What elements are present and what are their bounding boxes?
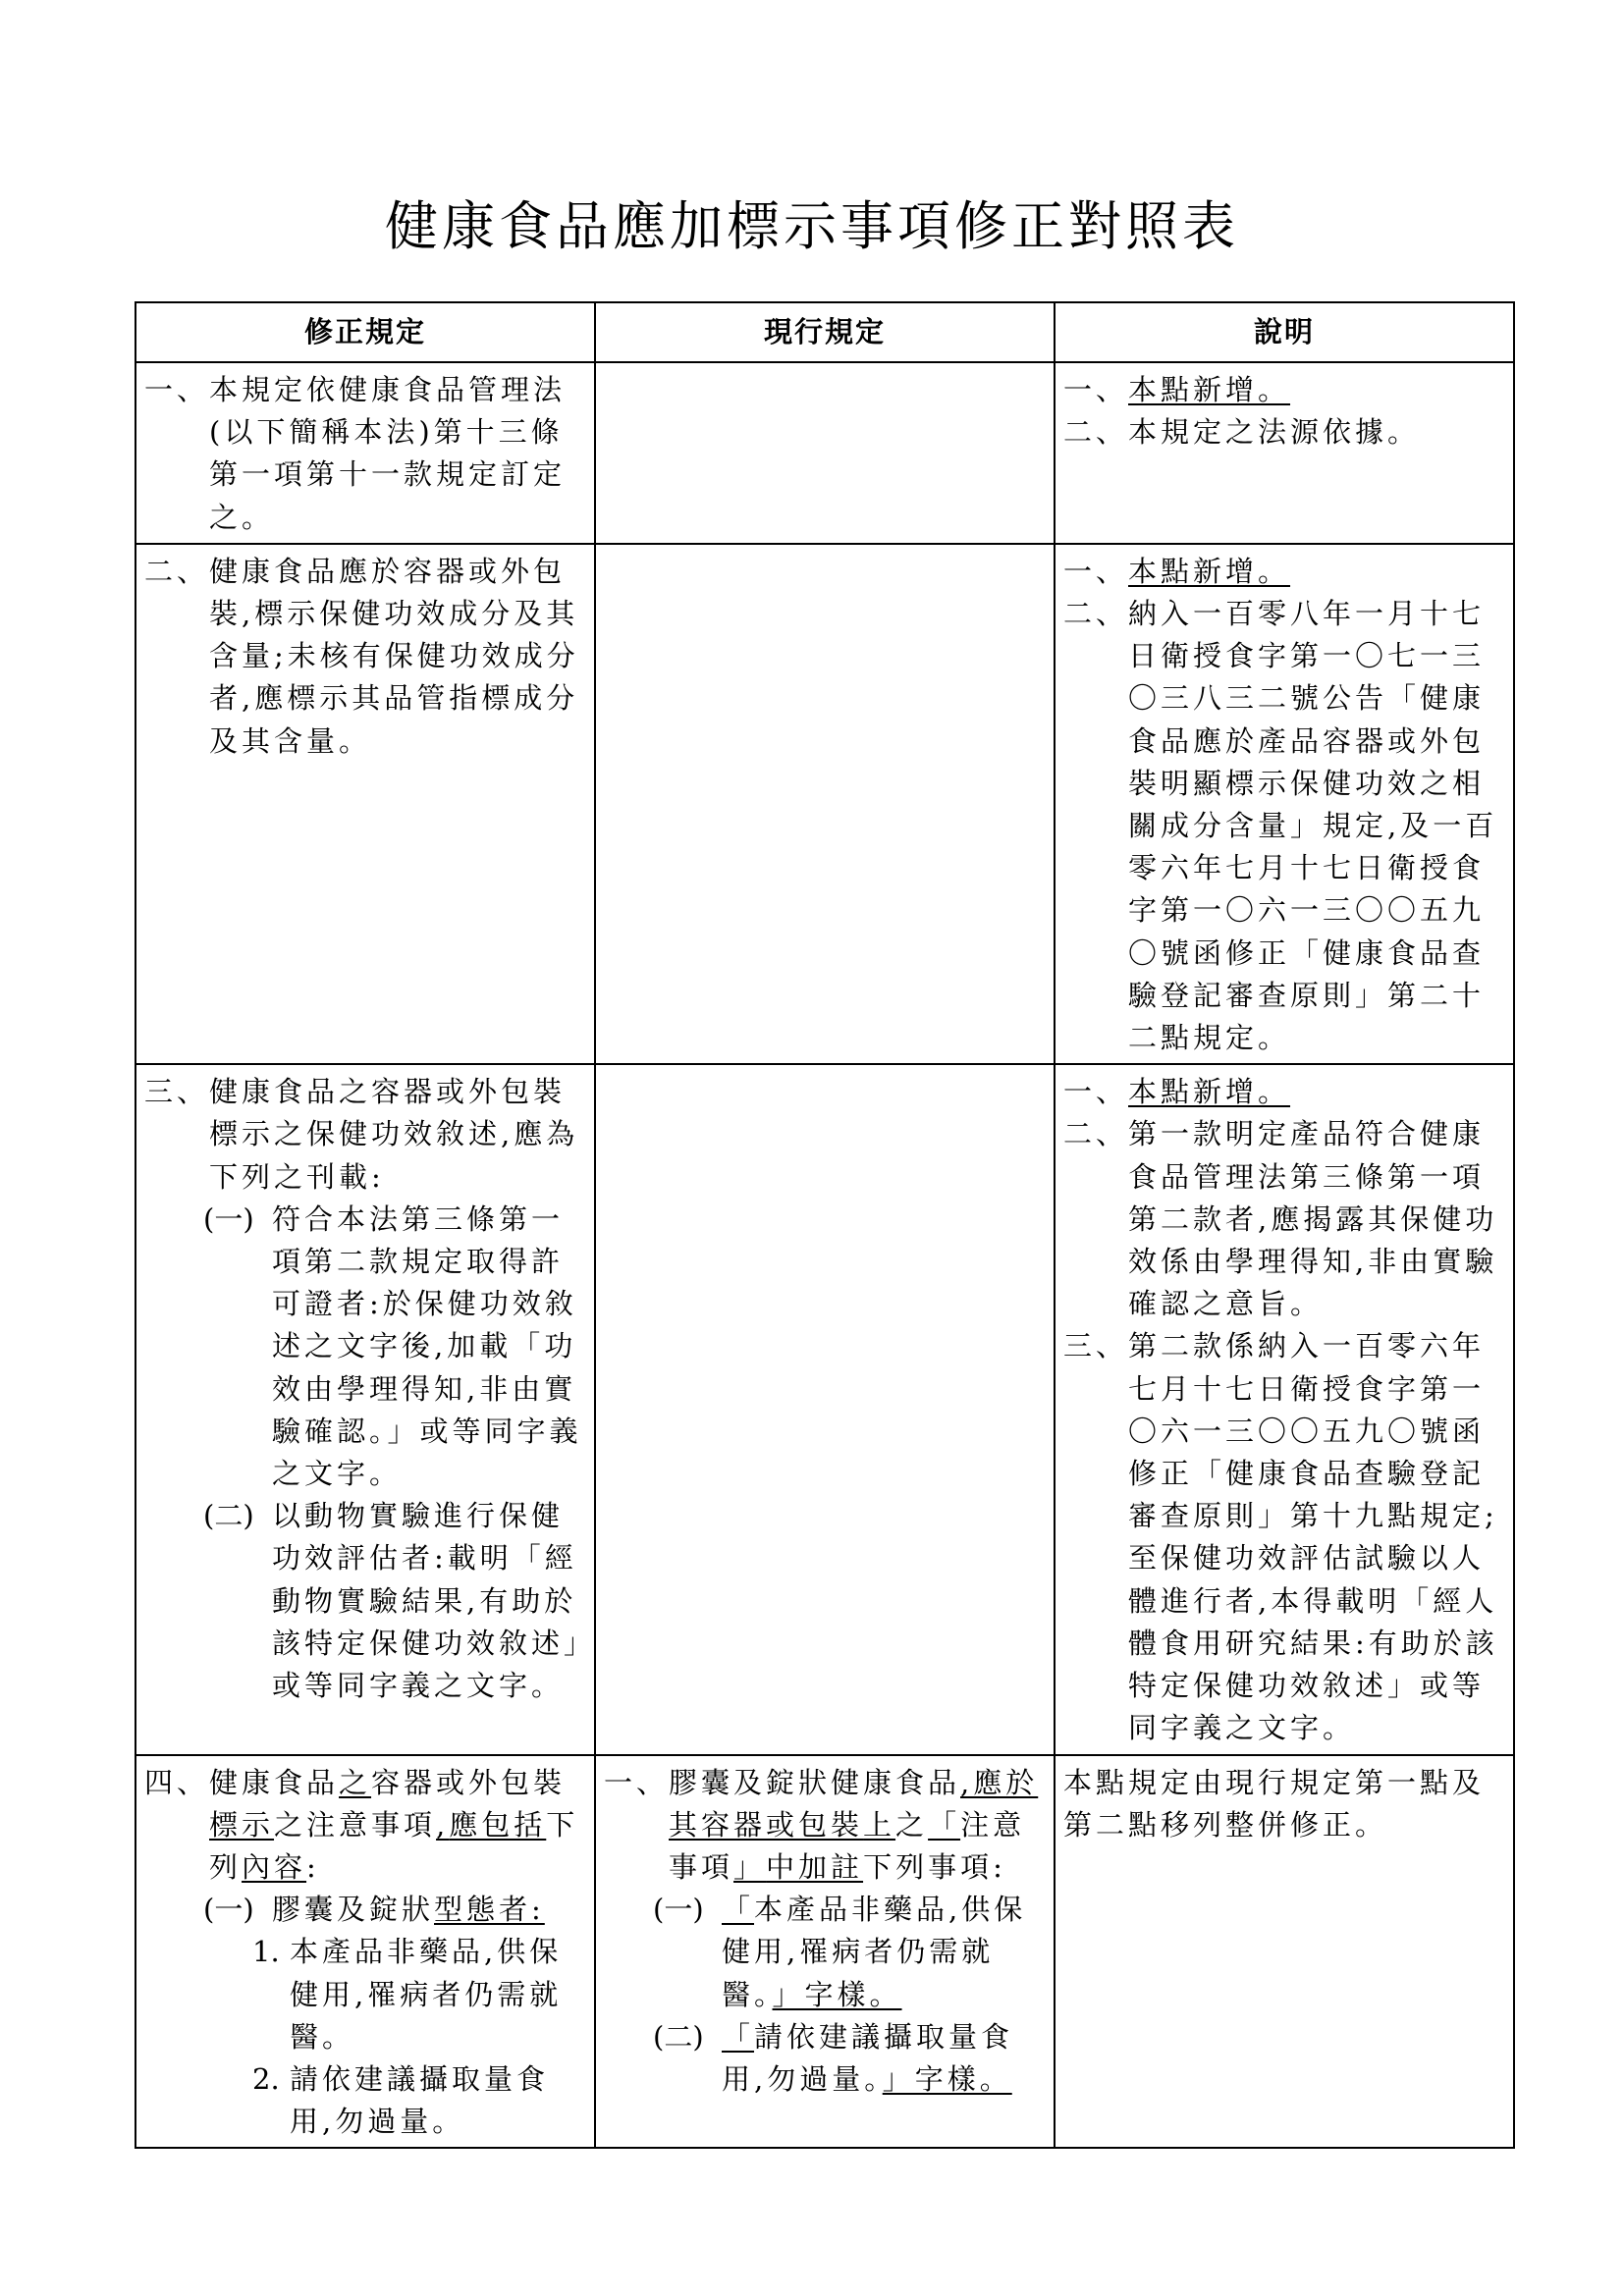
table-row [135, 544, 1514, 1064]
sub-item-number: (一) [653, 1893, 704, 1927]
current-cell [595, 1755, 1055, 2149]
sub-item [203, 1889, 588, 1931]
item-number: 四、 [144, 1765, 210, 1799]
item-number: 三、 [144, 1075, 210, 1109]
explanation-cell [1055, 544, 1514, 1064]
table-header-row [135, 302, 1514, 362]
sub-sub-item-number: 1. [252, 1935, 280, 1969]
item-number: 一、 [604, 1765, 670, 1799]
item-number: 三、 [1063, 1329, 1129, 1363]
header-current: 現行規定 [595, 302, 1055, 362]
current-cell [595, 362, 1055, 544]
sub-item-text: 以動物實驗進行保健功效評估者:載明「經動物實驗結果,有助於該特定保健功效敘述」或等同字義之文字。 [272, 1499, 582, 1703]
sub-item-text: 膠囊及錠狀型態者: [272, 1893, 545, 1927]
item-text: 膠囊及錠狀健康食品,應於其容器或包裝上之「注意事項」中加註下列事項: [669, 1765, 1039, 1884]
sub-item-number: (一) [203, 1893, 254, 1927]
sub-sub-item-text: 本產品非藥品,供保健用,罹病者仍需就醫。 [290, 1935, 563, 2054]
explanation-item [1063, 1325, 1507, 1749]
sub-item [653, 2016, 1048, 2101]
item-text: 本點新增。 [1128, 373, 1291, 406]
item-number: 一、 [1063, 1075, 1129, 1109]
sub-item [203, 1495, 588, 1707]
explanation-cell [1055, 362, 1514, 544]
header-revised: 修正規定 [135, 302, 595, 362]
explanation-item [1063, 1113, 1507, 1325]
item-text: 本點新增。 [1128, 554, 1291, 588]
item-text: 第二款係納入一百零六年七月十七日衛授食字第一〇六一三〇〇五九〇號函修正「健康食品查驗登記審查原則」第十九點規定;至保健功效評估試驗以人體進行者,本得載明「經人體食用研究結果:有助於該特定保健功效敘述」或等同字義之文字。 [1128, 1329, 1498, 1745]
sub-sub-item-number: 2. [252, 2061, 280, 2096]
table-row [135, 1755, 1514, 2149]
sub-sub-item-text: 請依建議攝取量食用,勿過量。 [290, 2061, 550, 2139]
sub-item-number: (一) [203, 1201, 254, 1236]
current-cell [595, 544, 1055, 1064]
sub-item-text: 「請依建議攝取量食用,勿過量。」字樣。 [722, 2019, 1014, 2096]
table-row [135, 1064, 1514, 1754]
sub-item [653, 1889, 1048, 2016]
explanation-cell [1055, 1064, 1514, 1754]
item-text: 健康食品應於容器或外包裝,標示保健功效成分及其含量;未核有保健功效成分者,應標示其品管指標成分及其含量。 [209, 554, 579, 758]
item-number: 一、 [144, 373, 210, 406]
sub-item-text: 「本產品非藥品,供保健用,罹病者仍需就醫。」字樣。 [722, 1893, 1027, 2011]
comparison-table [135, 301, 1515, 2149]
item-text: 健康食品之容器或外包裝標示之保健功效敘述,應為下列之刊載: [209, 1075, 579, 1194]
explanation-text: 本點規定由現行規定第一點及第二點移列整併修正。 [1063, 1765, 1486, 1842]
item-text: 本規定依健康食品管理法(以下簡稱本法)第十三條第一項第十一款規定訂定之。 [209, 373, 567, 534]
item-text: 健康食品之容器或外包裝標示之注意事項,應包括下列內容: [209, 1765, 579, 1884]
item-number: 二、 [1063, 1117, 1129, 1151]
revised-cell [135, 544, 595, 1064]
page-title: 健康食品應加標示事項修正對照表 [385, 195, 1239, 257]
current-cell [595, 1064, 1055, 1754]
revised-item [144, 1071, 588, 1199]
table-row [135, 362, 1514, 544]
item-text: 第一款明定產品符合健康食品管理法第三條第一項第二款者,應揭露其保健功效係由學理得知,非由實驗確認之意旨。 [1128, 1117, 1498, 1321]
item-number: 二、 [144, 554, 210, 588]
header-explanation: 說明 [1055, 302, 1514, 362]
sub-item-number: (二) [203, 1499, 254, 1533]
explanation-item [1063, 551, 1507, 593]
sub-item-text: 符合本法第三條第一項第二款規定取得許可證者:於保健功效敘述之文字後,加載「功效由學理得知,非由實驗確認。」或等同字義之文字。 [272, 1201, 582, 1491]
item-text: 納入一百零八年一月十七日衛授食字第一〇七一三〇三八三二號公告「健康食品應於產品容器或外包裝明顯標示保健功效之相關成分含量」規定,及一百零六年七月十七日衛授食字第一〇六一三〇〇五九〇號函修正「健康食品查驗登記審查原則」第二十二點規定。 [1128, 597, 1498, 1055]
item-text: 本點新增。 [1128, 1075, 1291, 1109]
sub-sub-item [252, 2058, 588, 2143]
item-number: 一、 [1063, 373, 1129, 406]
explanation-cell [1055, 1755, 1514, 2149]
revised-item [144, 551, 588, 763]
explanation-item [1063, 593, 1507, 1059]
sub-item-number: (二) [653, 2019, 704, 2054]
explanation-item [1063, 369, 1507, 411]
revised-item [144, 1762, 588, 1890]
item-number: 一、 [1063, 554, 1129, 588]
revised-cell [135, 1064, 595, 1754]
sub-sub-item [252, 1931, 588, 2058]
item-number: 二、 [1063, 597, 1129, 631]
revised-item [144, 369, 588, 539]
explanation-item [1063, 1071, 1507, 1113]
revised-cell [135, 1755, 595, 2149]
current-item [604, 1762, 1048, 1890]
revised-cell [135, 362, 595, 544]
explanation-item [1063, 411, 1507, 454]
item-number: 二、 [1063, 415, 1129, 450]
sub-item [203, 1199, 588, 1495]
item-text: 本規定之法源依據。 [1128, 415, 1421, 450]
